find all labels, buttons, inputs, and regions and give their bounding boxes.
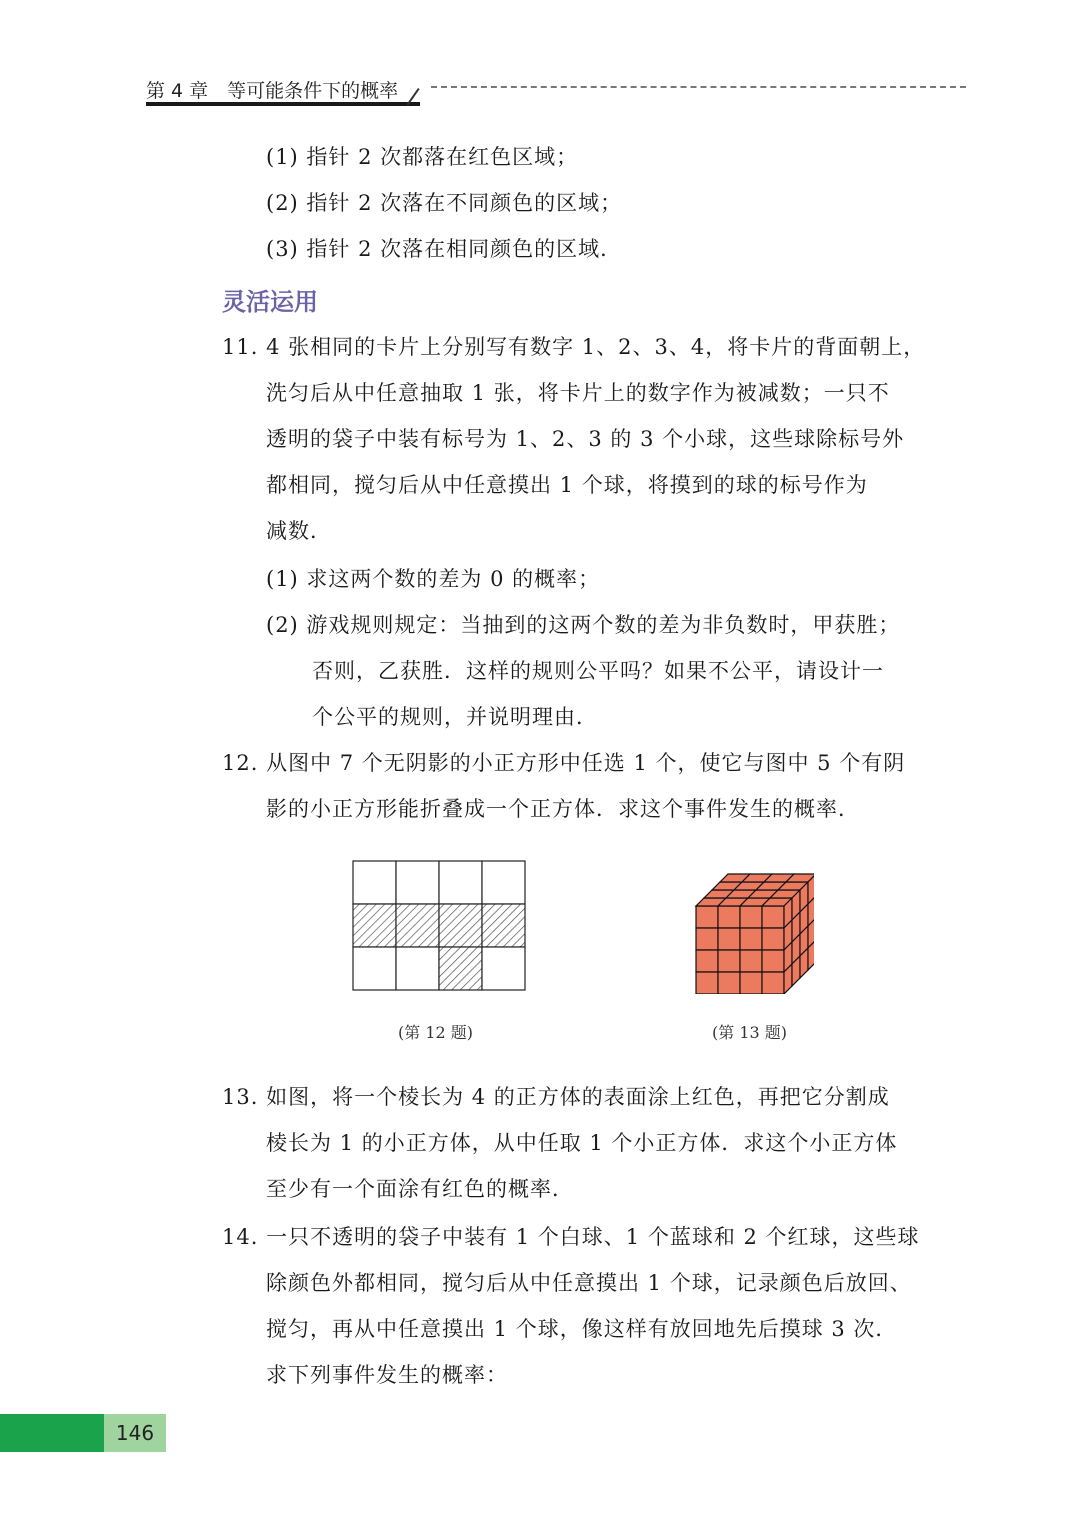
p14-line-2: 除颜色外都相同，搅匀后从中任意摸出 1 个球，记录颜色后放回、 (266, 1271, 912, 1295)
prev-item-3: (3) 指针 2 次落在相同颜色的区域． (266, 237, 623, 261)
cube-front-cell (762, 972, 784, 994)
header-underline (146, 102, 420, 106)
header-dashed-rule (431, 86, 966, 88)
section-title: 灵活运用 (222, 288, 318, 316)
cube-front-cell (696, 972, 718, 994)
p14-line-1: 14. 一只不透明的袋子中装有 1 个白球、1 个蓝球和 2 个红球，这些球 (222, 1225, 920, 1249)
p13-line-1: 13. 如图，将一个棱长为 4 的正方体的表面涂上红色，再把它分割成 (222, 1085, 890, 1109)
chapter-title: 第 4 章 等可能条件下的概率 (146, 80, 399, 102)
p11-sub-2-cont-1: 否则，乙获胜．这样的规则公平吗？如果不公平，请设计一 (312, 659, 884, 683)
cube-front-cell (696, 906, 718, 928)
figure-12-net (352, 860, 526, 992)
p11-line-5: 减数． (266, 519, 332, 543)
footer-green-band (0, 1414, 104, 1452)
p12-line-1: 12. 从图中 7 个无阴影的小正方形中任选 1 个，使它与图中 5 个有阴 (222, 751, 906, 775)
p13-line-2: 棱长为 1 的小正方体，从中任取 1 个小正方体．求这个小正方体 (266, 1131, 898, 1155)
cube-front-cell (740, 906, 762, 928)
cube-front-cell (762, 906, 784, 928)
p12-line-2: 影的小正方形能折叠成一个正方体．求这个事件发生的概率． (266, 797, 860, 821)
p11-line-4: 都相同，搅匀后从中任意摸出 1 个球，将摸到的球的标号作为 (266, 473, 868, 497)
p11-sub-2-cont-2: 个公平的规则，并说明理由． (312, 705, 598, 729)
page-header (146, 76, 966, 106)
prev-item-1: (1) 指针 2 次都落在红色区域； (266, 145, 579, 169)
figure-13-caption: (第 13 题) (712, 1023, 788, 1042)
p13-line-3: 至少有一个面涂有红色的概率． (266, 1177, 574, 1201)
p14-line-4: 求下列事件发生的概率： (266, 1363, 508, 1387)
p11-line-3: 透明的袋子中装有标号为 1、2、3 的 3 个小球，这些球除标号外 (266, 427, 905, 451)
p11-sub-1: (1) 求这两个数的差为 0 的概率； (266, 567, 601, 591)
cube-front-cell (740, 972, 762, 994)
p14-line-3: 搅匀，再从中任意摸出 1 个球，像这样有放回地先后摸球 3 次． (266, 1317, 898, 1341)
cube-front-cell (718, 906, 740, 928)
p11-line-1: 11. 4 张相同的卡片上分别写有数字 1、2、3、4，将卡片的背面朝上， (222, 335, 926, 359)
prev-item-2: (2) 指针 2 次落在不同颜色的区域； (266, 191, 623, 215)
page-number: 146 (104, 1414, 166, 1452)
cube-front-cell (696, 950, 718, 972)
figure-12-caption: (第 12 题) (398, 1023, 474, 1042)
p11-line-2: 洗匀后从中任意抽取 1 张，将卡片上的数字作为被减数；一只不 (266, 381, 890, 405)
cube-front-cell (762, 950, 784, 972)
cube-front-cell (762, 928, 784, 950)
cube-front-cell (740, 928, 762, 950)
cube-front-cell (696, 928, 718, 950)
cube-front-cell (740, 950, 762, 972)
figure-13-cube (694, 872, 814, 994)
cube-front-cell (718, 972, 740, 994)
cube-front-cell (718, 928, 740, 950)
cube-front-cell (718, 950, 740, 972)
p11-sub-2: (2) 游戏规则规定：当抽到的这两个数的差为非负数时，甲获胜； (266, 613, 901, 637)
